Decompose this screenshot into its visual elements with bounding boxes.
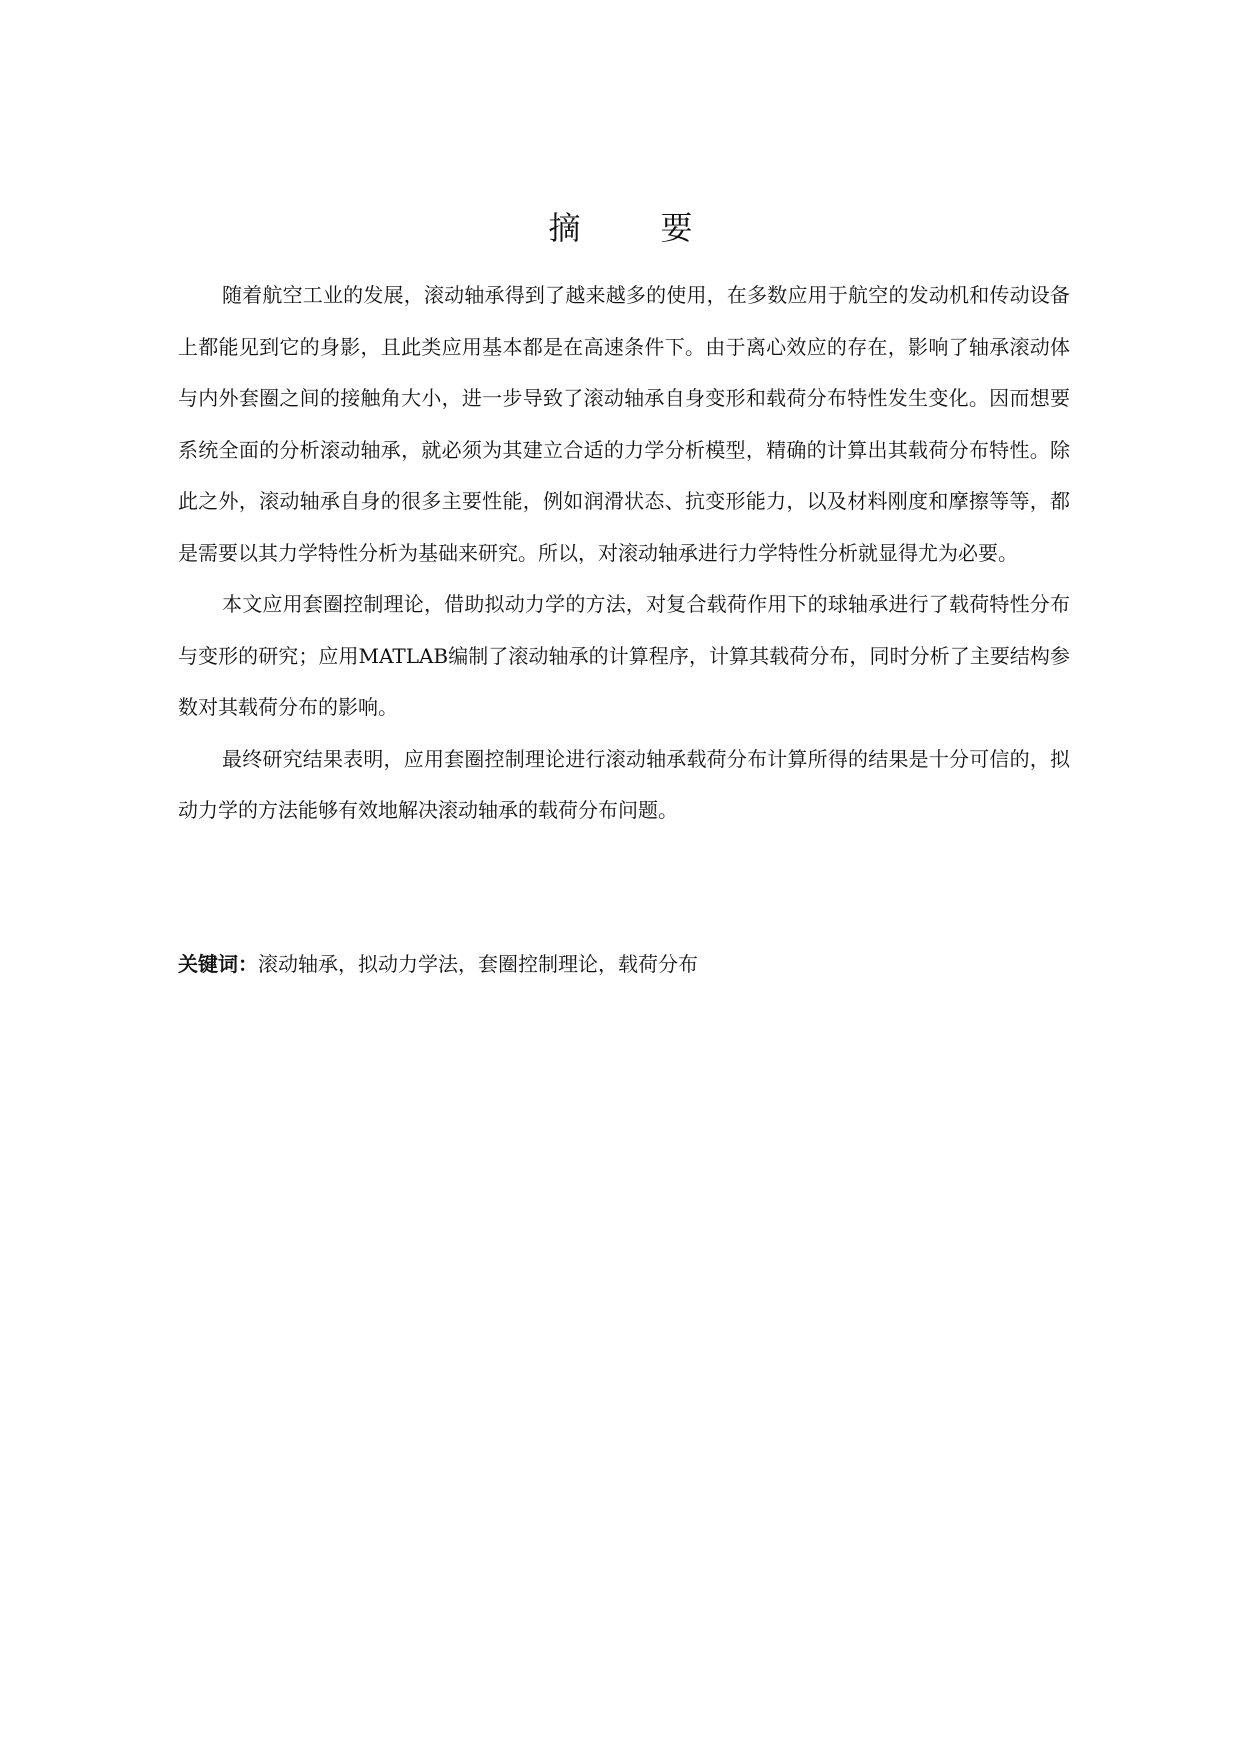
abstract-body bbox=[178, 270, 1070, 837]
abstract-paragraph-3: 最终研究结果表明，应用套圈控制理论进行滚动轴承载荷分布计算所得的结果是十分可信的，拟动力学的方法能够有效地解决滚动轴承的载荷分布问题。 bbox=[178, 746, 1070, 822]
keywords-label: 关键词： bbox=[178, 952, 258, 976]
keywords-line bbox=[178, 948, 1070, 980]
abstract-paragraph-2: 本文应用套圈控制理论，借助拟动力学的方法，对复合载荷作用下的球轴承进行了载荷特性分布与变形的研究；应用MATLAB编制了滚动轴承的计算程序，计算其载荷分布，同时分析了主要结构参数对其载荷分布的影响。 bbox=[178, 592, 1070, 719]
keywords-value: 滚动轴承，拟动力学法，套圈控制理论，载荷分布 bbox=[258, 952, 698, 976]
page-title: 摘 要 bbox=[548, 209, 717, 247]
abstract-paragraph-1: 随着航空工业的发展，滚动轴承得到了越来越多的使用，在多数应用于航空的发动机和传动设备上都能见到它的身影，且此类应用基本都是在高速条件下。由于离心效应的存在，影响了轴承滚动体与内外套圈之间的接触角大小，进一步导致了滚动轴承自身变形和载荷分布特性发生变化。因而想要系统全面的分析滚动轴承，就必须为其建立合适的力学分析模型，精确的计算出其载荷分布特性。除此之外，滚动轴承自身的很多主要性能，例如润滑状态、抗变形能力，以及材料刚度和摩擦等等，都是需要以其力学特性分析为基础来研究。所以，对滚动轴承进行力学特性分析就显得尤为必要。 bbox=[178, 283, 1070, 565]
